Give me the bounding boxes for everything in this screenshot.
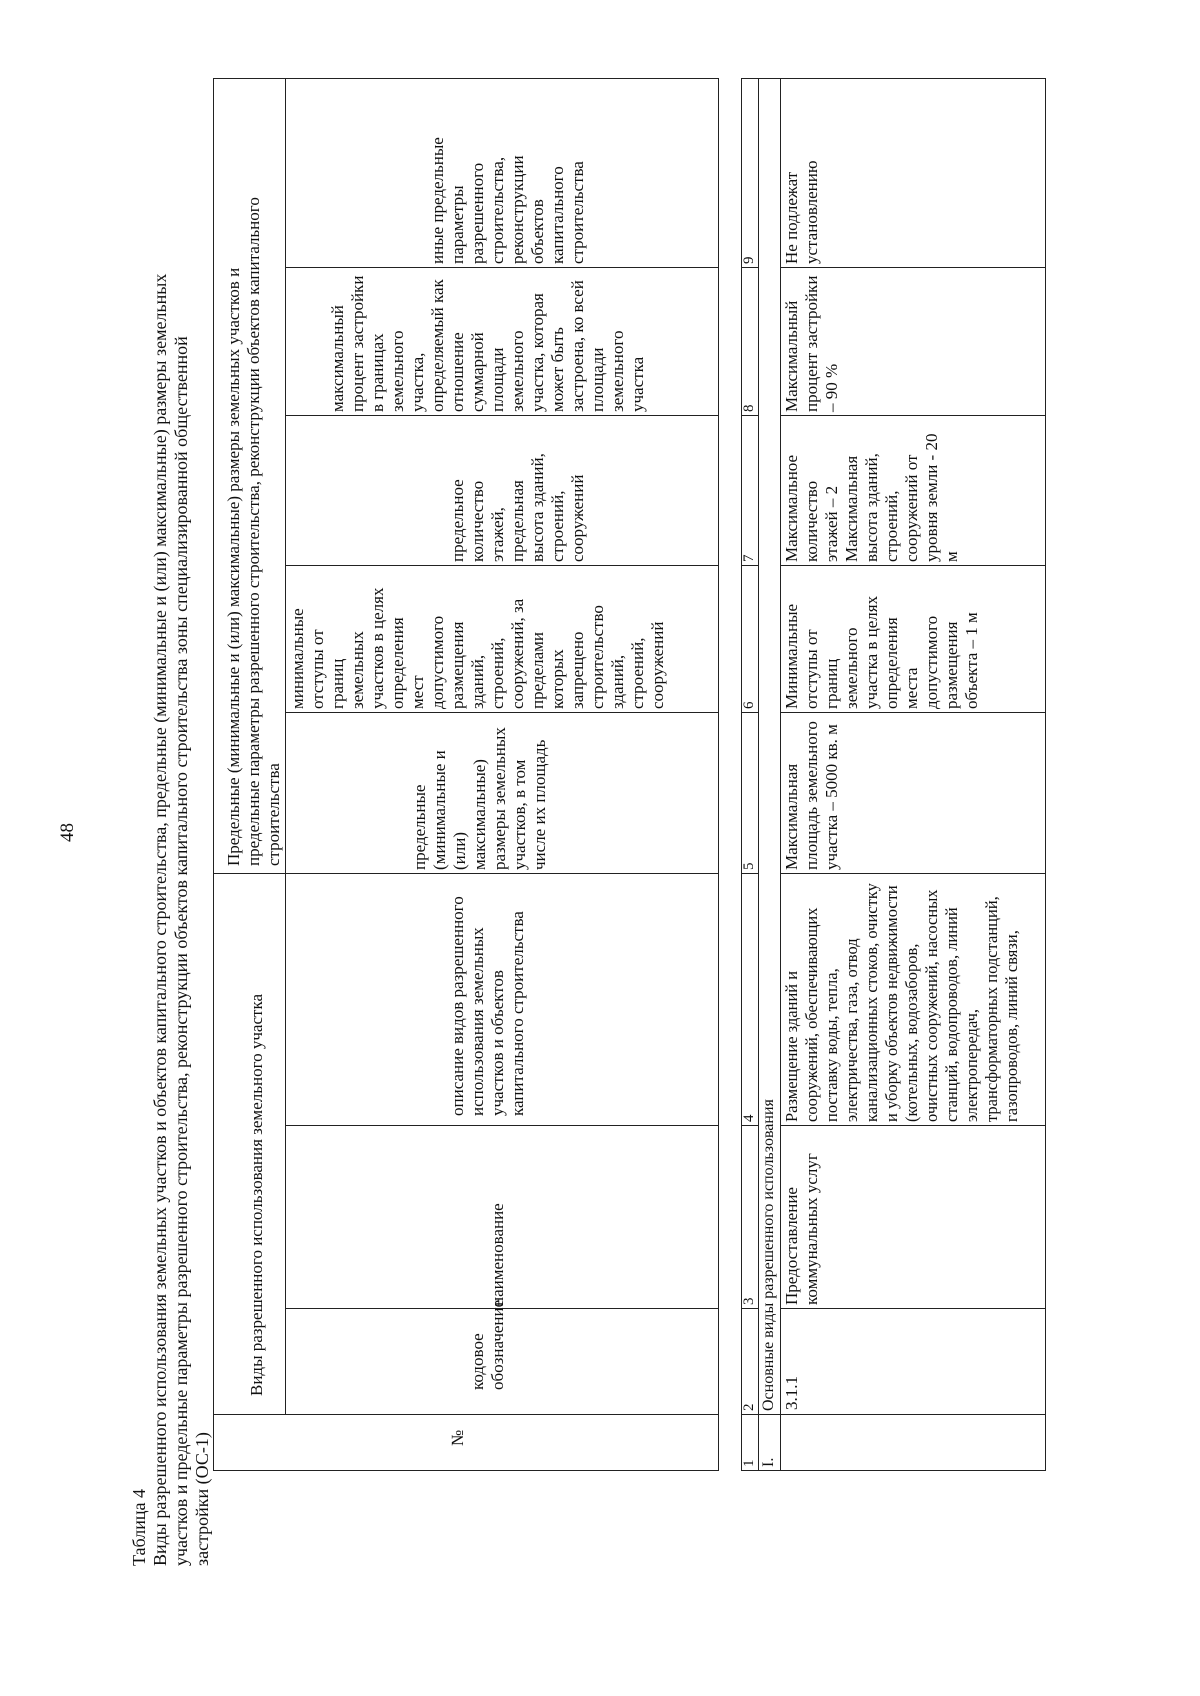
- row-setback: Минимальные отступы от границ земельного участка в целях определения места допустимого размещения объекта – 1 м: [782, 595, 981, 709]
- section-label: Основные виды разрешенного использования: [760, 1099, 777, 1411]
- column-number-6: 6: [741, 701, 757, 709]
- row-other: Не подлежат установлению: [782, 160, 821, 264]
- table-title: Виды разрешенного использования земельных участков и объектов капитального строительства, предельные (минимальные и (или) максимальные) размеры земельных участков и предельные параметры разрешенного строительства, реконструкции объектов капитального строительства зоны специализированной общественной застройки (ОС-1): [150, 273, 212, 1566]
- header-coverage: максимальный процент застройки в границах земельного участка, определяемый как отношение суммарной площади земельного участка, которая может быть застроена, ко всей площади земельного участка: [328, 275, 647, 412]
- row-floors: Максимальное количество этажей – 2 Максимальная высота зданий, строений, сооружений от уровня земли - 20 м: [782, 433, 961, 562]
- header-setback: минимальные отступы от границ земельных участков в целях определения мест допустимого размещения зданий, строений, сооружений, за пределами которых запрещено строительство зданий, строений, сооружений: [288, 587, 667, 709]
- row-coverage: Максимальный процент застройки – 90 %: [782, 275, 841, 412]
- section-roman: I.: [760, 1457, 777, 1467]
- header-no: №: [448, 1429, 467, 1446]
- header-code: кодовое обозначение: [468, 1299, 507, 1390]
- column-number-2: 2: [741, 1403, 757, 1411]
- header-floors: предельное количество этажей, предельная высота зданий, строений, сооружений: [448, 453, 587, 562]
- column-number-4: 4: [741, 1114, 757, 1122]
- header-size: предельные (минимальные и (или) максимальные) размеры земельных участков, в том числе их площадь: [410, 727, 549, 870]
- column-number-9: 9: [741, 256, 757, 264]
- header-name: наименование: [488, 1203, 507, 1306]
- row-code: 3.1.1: [782, 1376, 801, 1410]
- column-number-8: 8: [741, 404, 757, 412]
- header-other: иные предельные параметры разрешенного строительства, реконструкции объектов капитального строительства: [428, 137, 587, 264]
- column-number-7: 7: [741, 554, 757, 562]
- header-description: описание видов разрешенного использования земельных участков и объектов капитального строительства: [448, 896, 527, 1116]
- row-description: Размещение зданий и сооружений, обеспечивающих поставку воды, тепла, электричества, газа, отвод канализационных стоков, очистку и уборку объектов недвижимости (котельных, водозаборов, очистных сооружений, насосных станций, водопроводов, линий электропередач, трансформаторных подстанций, газопроводов, линий связи,: [782, 883, 1021, 1122]
- page-number: 48: [57, 823, 78, 842]
- column-number-5: 5: [741, 862, 757, 870]
- header-group-params: Предельные (минимальные и (или) максимальные) размеры земельных участков и предельные параметры разрешенного строительства, реконструкции объектов капитального строительства: [224, 197, 283, 866]
- column-number-1: 1: [741, 1459, 757, 1467]
- table-caption: Таблица 4: [129, 1489, 149, 1566]
- column-number-3: 3: [741, 1297, 757, 1305]
- row-name: Предоставление коммунальных услуг: [782, 1153, 821, 1305]
- header-group-use: Виды разрешенного использования земельного участка: [247, 994, 266, 1396]
- row-size: Максимальная площадь земельного участка – 5000 кв. м: [782, 721, 841, 870]
